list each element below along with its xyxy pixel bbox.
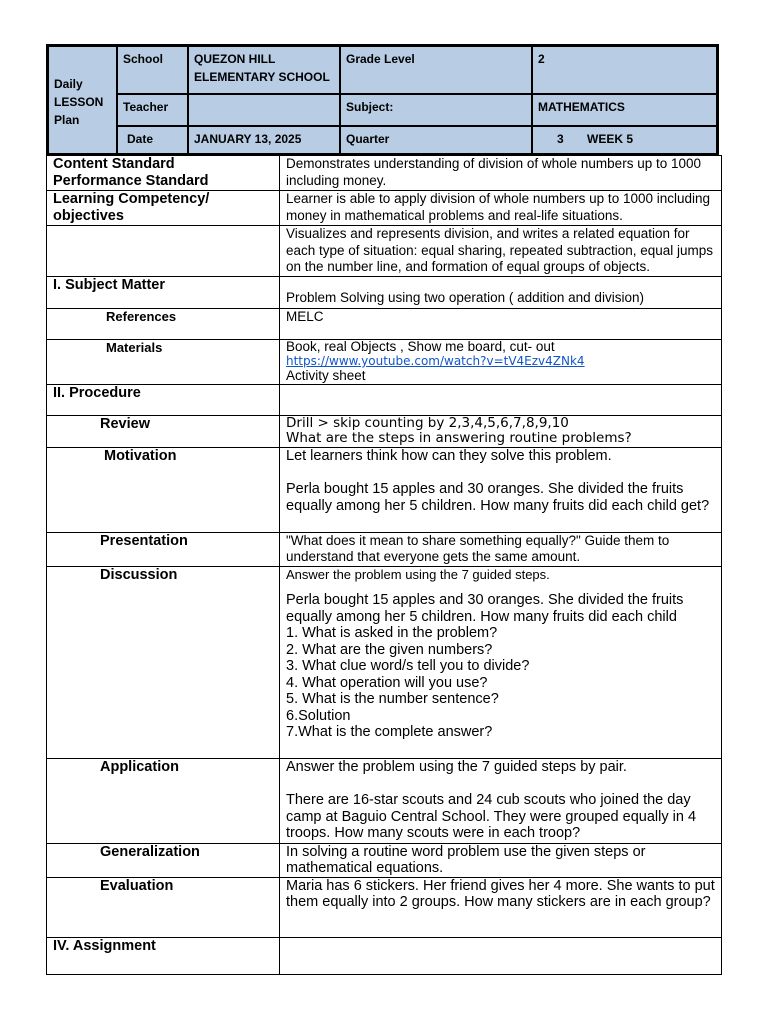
quarter-value-cell (532, 126, 717, 154)
presentation-label: Presentation (47, 532, 280, 566)
discussion-intro: Answer the problem using the 7 guided steps. (286, 566, 550, 582)
application-line-2: There are 16-star scouts and 24 cub scouts who joined the day camp at Baguio Central School. They were grouped equally in 4 troops. How many scouts were in each troop? (286, 792, 697, 841)
week-value: WEEK 5 (587, 132, 634, 146)
table-row (47, 415, 722, 447)
subject-value: MATHEMATICS (538, 100, 625, 114)
discussion-label: Discussion (47, 566, 280, 758)
discussion-step: 6.Solution (286, 707, 351, 724)
table-row (47, 843, 722, 877)
discussion-step: 1. What is asked in the problem? (286, 625, 498, 641)
grade-value-cell (532, 46, 717, 94)
motivation-label: Motivation (47, 447, 280, 532)
content-standard-label: Content Standard (53, 156, 175, 172)
table-row (47, 566, 722, 758)
subject-value-cell (532, 94, 717, 126)
school-label-cell (117, 46, 188, 94)
grade-label-cell (340, 46, 532, 94)
quarter-value: 3 (557, 132, 564, 146)
date-value: JANUARY 13, 2025 (194, 132, 302, 146)
lesson-plan-table (46, 155, 722, 975)
review-label: Review (47, 415, 280, 447)
date-label: Date (127, 132, 154, 146)
motivation-line-2: Perla bought 15 apples and 30 oranges. She divided the fruits equally among her 5 children. How many fruits did each child get? (286, 481, 710, 514)
objective-text: Visualizes and represents division, and writes a related equation for each type of situation: equal sharing, repeated subtraction, equal jumps on the number line, and formation of equal groups of objects. (280, 226, 722, 277)
presentation-text: "What does it mean to share something equally?" Guide them to understand that everyone gets the same amount. (280, 532, 722, 566)
quarter-label: Quarter (346, 132, 390, 146)
application-line-1: Answer the problem using the 7 guided steps by pair. (286, 758, 627, 775)
procedure-label: II. Procedure (47, 384, 280, 415)
motivation-line-1: Let learners think how can they solve this problem. (286, 447, 612, 464)
school-label: School (123, 52, 164, 66)
lesson-plan-header (46, 44, 719, 156)
discussion-problem: Perla bought 15 apples and 30 oranges. She divided the fruits equally among her 5 children. How many fruits did each child (286, 592, 684, 625)
table-row (47, 276, 722, 308)
plan-label-cell (48, 46, 117, 154)
date-value-cell (188, 126, 340, 154)
teacher-label-cell (117, 94, 188, 126)
generalization-label: Generalization (47, 843, 280, 877)
performance-standard-label: Performance Standard (53, 172, 209, 189)
table-row (47, 226, 722, 277)
plan-label: Daily LESSON Plan (54, 77, 104, 127)
teacher-label: Teacher (123, 100, 169, 114)
subject-label-cell (340, 94, 532, 126)
competency-text: Learner is able to apply division of whole numbers up to 1000 including money in mathematical problems and real-life situations. (280, 191, 722, 226)
competency-label: Learning Competency/ objectives (47, 191, 280, 226)
school-value: QUEZON HILL ELEMENTARY SCHOOL (194, 52, 330, 84)
references-label: References (47, 308, 280, 339)
references-text: MELC (280, 308, 722, 339)
school-value-cell (188, 46, 340, 94)
generalization-text: In solving a routine word problem use the given steps or mathematical equations. (280, 843, 722, 877)
table-row (47, 191, 722, 226)
discussion-step: 2. What are the given numbers? (286, 641, 493, 658)
table-row (47, 877, 722, 937)
evaluation-text: Maria has 6 stickers. Her friend gives her 4 more. She wants to put them equally into 2 groups. How many stickers are in each group? (280, 877, 722, 937)
subject-label: Subject: (346, 100, 394, 114)
grade-label: Grade Level (346, 52, 415, 66)
discussion-step: 4. What operation will you use? (286, 674, 488, 691)
materials-link[interactable]: https://www.youtube.com/watch?v=tV4Ezv4ZNk4 (286, 354, 585, 368)
discussion-step: 3. What clue word/s tell you to divide? (286, 658, 530, 674)
materials-label: Materials (47, 339, 280, 384)
review-line-2: What are the steps in answering routine problems? (286, 430, 632, 446)
discussion-step: 7.What is the complete answer? (286, 724, 493, 740)
table-row (47, 384, 722, 415)
grade-value: 2 (538, 52, 545, 66)
date-label-cell (117, 126, 188, 154)
table-row (47, 758, 722, 843)
discussion-step: 5. What is the number sentence? (286, 691, 499, 707)
table-row (47, 308, 722, 339)
table-row (47, 156, 722, 191)
assignment-label: IV. Assignment (47, 937, 280, 974)
evaluation-label: Evaluation (47, 877, 280, 937)
materials-text: Book, real Objects , Show me board, cut- out (286, 338, 555, 354)
subject-matter-text: Problem Solving using two operation ( addition and division) (286, 290, 644, 305)
subject-matter-label: I. Subject Matter (47, 276, 280, 308)
application-label: Application (47, 758, 280, 843)
materials-extra: Activity sheet (286, 367, 366, 383)
content-standard-text: Demonstrates understanding of division of whole numbers up to 1000 including money. (280, 156, 722, 191)
teacher-value-cell (188, 94, 340, 126)
table-row (47, 447, 722, 532)
table-row (47, 937, 722, 974)
quarter-label-cell (340, 126, 532, 154)
table-row (47, 339, 722, 384)
review-line-1: Drill > skip counting by 2,3,4,5,6,7,8,9,10 (286, 414, 569, 431)
table-row (47, 532, 722, 566)
